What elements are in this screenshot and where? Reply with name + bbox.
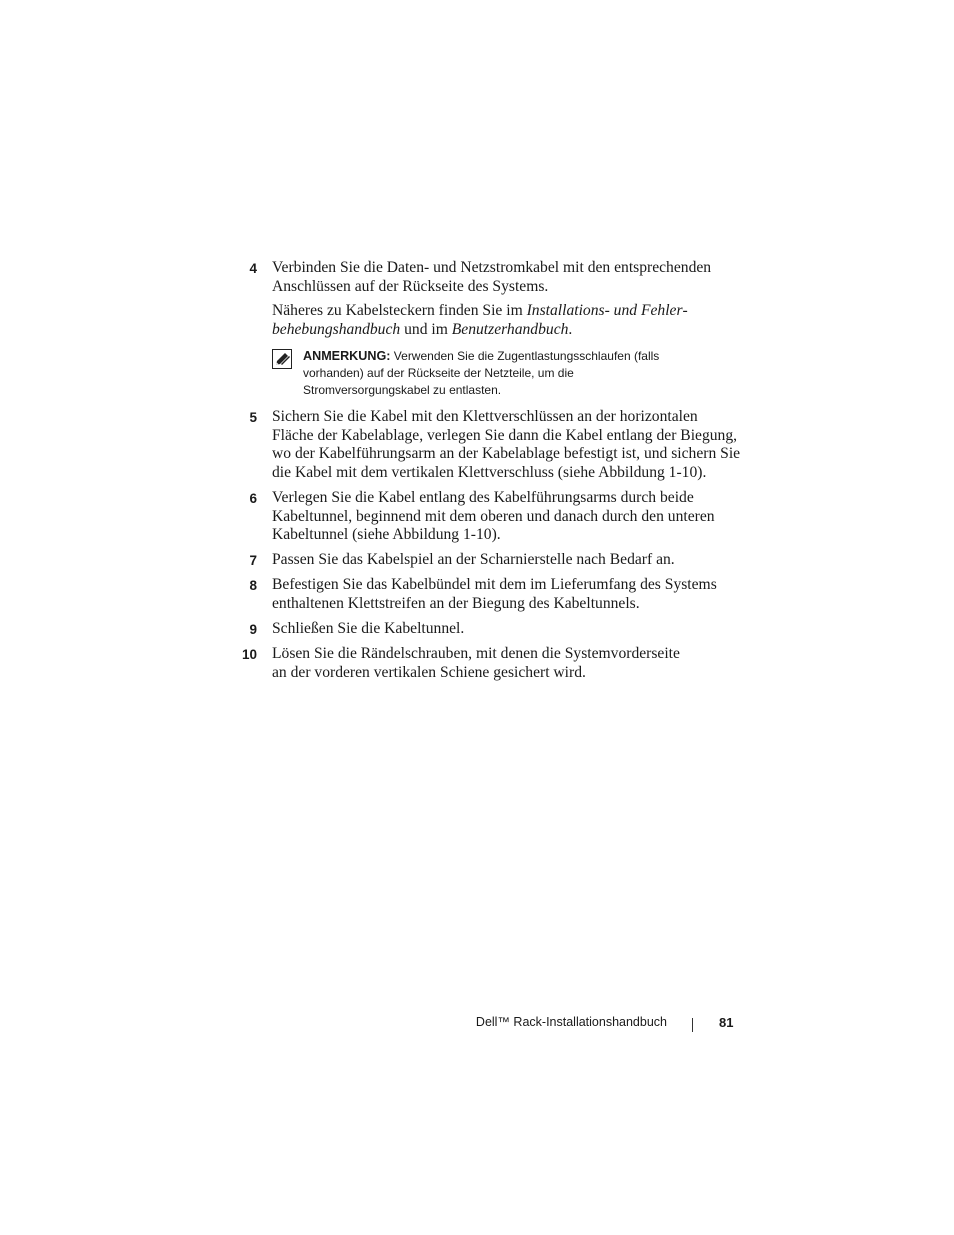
step-body	[272, 645, 692, 682]
footer-separator	[692, 1018, 693, 1032]
step-body	[272, 489, 742, 545]
step-number: 10	[241, 647, 257, 662]
note-body: Verwenden Sie die Zugentlastungsschlaufen (falls vorhanden) auf der Rückseite der Netzteile, um die Stromversorgungskabel zu entlasten.	[303, 349, 660, 397]
step-number: 5	[249, 410, 257, 425]
page-number: 81	[719, 1015, 734, 1030]
step-number: 4	[249, 261, 257, 276]
step-number: 9	[249, 622, 257, 637]
note-label: ANMERKUNG:	[303, 349, 391, 363]
step-text: Schließen Sie die Kabeltunnel.	[272, 620, 465, 637]
footer-title: Dell™ Rack-Installationshandbuch	[475, 1015, 667, 1029]
step-body	[272, 551, 742, 570]
note-text	[303, 348, 663, 399]
step-text: Befestigen Sie das Kabelbündel mit dem im Lieferumfang des Systems enthaltenen Klettstreifen an der Biegung des Kabeltunnels.	[272, 576, 717, 612]
step-text: Passen Sie das Kabelspiel an der Scharnierstelle nach Bedarf an.	[272, 551, 675, 568]
step-number: 6	[249, 491, 257, 506]
step-body	[272, 408, 742, 482]
step-body	[272, 259, 742, 339]
subtext-prefix: Näheres zu Kabelsteckern finden Sie im	[272, 302, 527, 320]
step-body	[272, 576, 742, 613]
step-text: Lösen Sie die Rändelschrauben, mit denen die Systemvorderseite an der vorderen vertikalen Schiene gesichert wird.	[272, 645, 680, 681]
step-number: 7	[249, 553, 257, 568]
subtext-middle: und im	[400, 320, 452, 338]
step-subtext	[272, 302, 742, 339]
page-footer	[0, 1015, 954, 1035]
subtext-suffix: .	[568, 320, 573, 338]
manual-title-troubleshooting: Installations- und Fehlerbehebungshandbuch	[272, 302, 688, 338]
note-pencil-icon	[272, 349, 292, 369]
manual-title-users-guide: Benutzerhandbuch	[451, 320, 569, 338]
step-text: Sichern Sie die Kabel mit den Klettverschlüssen an der horizontalen Fläche der Kabelablage, verlegen Sie dann die Kabel entlang der Biegung, wo der Kabelführungsarm an der Kabelablage befestigt ist, und sichern Sie die Kabel mit dem vertikalen Klettverschluss (siehe Abbildung 1-10).	[272, 408, 741, 481]
step-text: Verbinden Sie die Daten- und Netzstromkabel mit den entsprechenden Anschlüssen auf der Rückseite des Systems.	[272, 259, 712, 295]
step-number: 8	[249, 578, 257, 593]
step-body	[272, 620, 742, 639]
step-text: Verlegen Sie die Kabel entlang des Kabelführungsarms durch beide Kabeltunnel, beginnend mit dem oberen und danach durch den unteren Kabeltunnel (siehe Abbildung 1-10).	[272, 489, 715, 544]
